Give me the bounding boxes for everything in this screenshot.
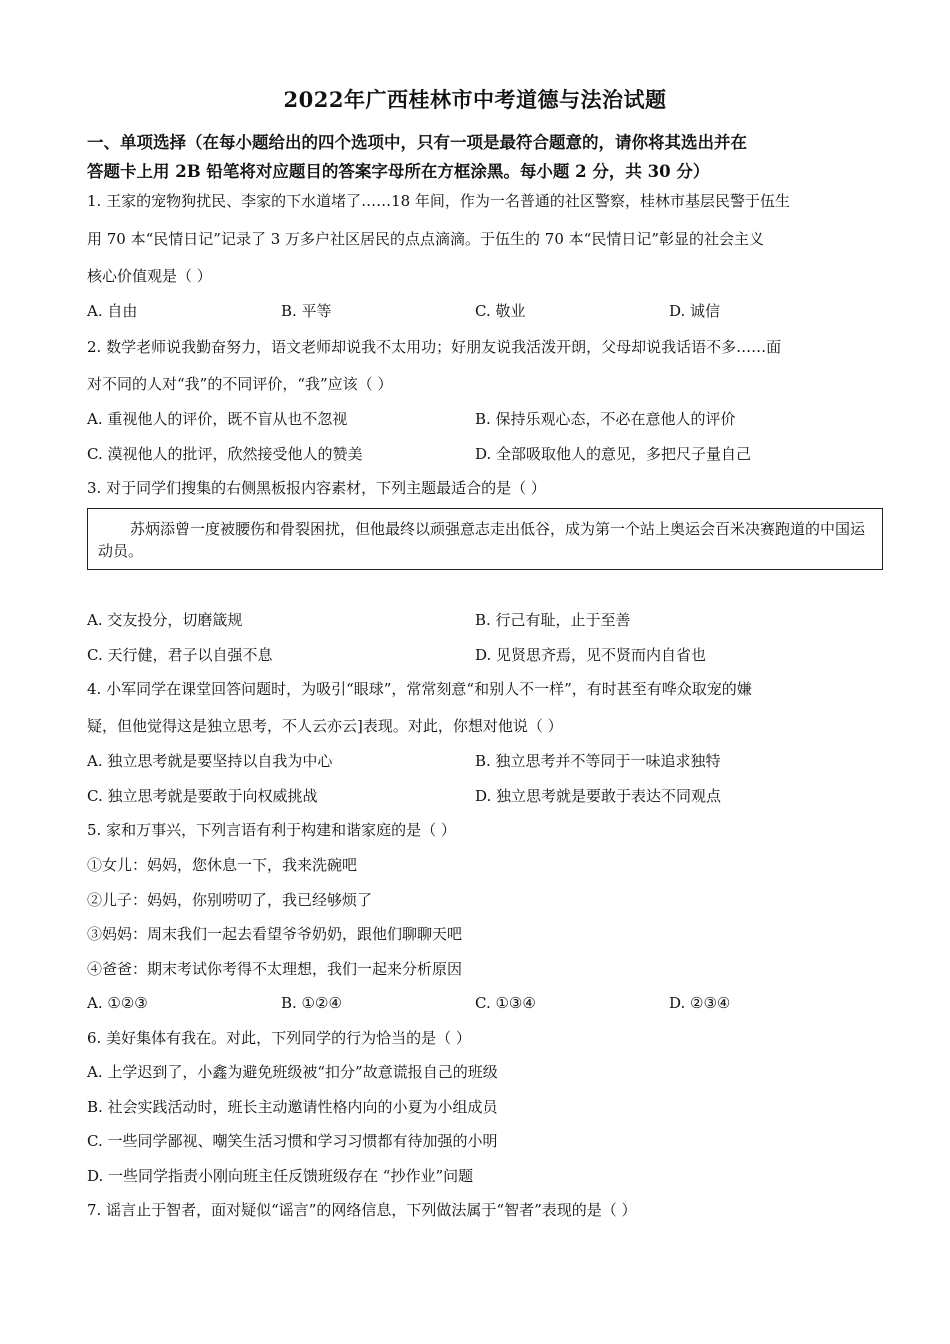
q5-statement-4: ④爸爸：期末考试你考得不太理想，我们一起来分析原因 <box>87 960 463 978</box>
q3-line-1: 3. 对于同学们搜集的右侧黑板报内容素材，下列主题最适合的是（ ） <box>87 479 546 497</box>
q1-line-3: 核心价值观是（ ） <box>87 267 212 285</box>
q4-option-a: A. 独立思考就是要坚持以自我为中心 <box>87 752 333 770</box>
q2-line-1: 2. 数学老师说我勤奋努力，语文老师却说我不太用功；好朋友说我活泼开朗，父母却说我话语不多……面 <box>87 338 782 356</box>
q3-option-d: D. 见贤思齐焉，见不贤而内自省也 <box>475 646 707 664</box>
q1-option-b: B. 平等 <box>281 302 332 320</box>
q4-line-2: 疑，但他觉得这是独立思考，不人云亦云]表现。对此，你想对他说（ ） <box>87 717 563 735</box>
q5-option-a: A. ①②③ <box>87 994 148 1012</box>
q1-option-d: D. 诚信 <box>669 302 721 320</box>
q4-option-d: D. 独立思考就是要敢于表达不同观点 <box>475 787 722 805</box>
q2-line-2: 对不同的人对“我”的不同评价，“我”应该（ ） <box>87 375 393 393</box>
q5-option-d: D. ②③④ <box>669 994 731 1012</box>
q7-line-1: 7. 谣言止于智者，面对疑似“谣言”的网络信息，下列做法属于“智者”表现的是（ ） <box>87 1201 637 1219</box>
q3-material-box <box>87 508 883 570</box>
q4-line-1: 4. 小军同学在课堂回答问题时，为吸引“眼球”，常常刻意“和别人不一样”，有时甚至有哗众取宠的嫌 <box>87 680 752 698</box>
section-heading-line-1: 一、单项选择（在每小题给出的四个选项中，只有一项是最符合题意的，请你将其选出并在 <box>87 133 747 152</box>
q1-option-c: C. 敬业 <box>475 302 526 320</box>
q2-option-a: A. 重视他人的评价，既不盲从也不忽视 <box>87 410 348 428</box>
q3-option-b: B. 行己有耻，止于至善 <box>475 611 631 629</box>
q2-option-c: C. 漠视他人的批评，欣然接受他人的赞美 <box>87 445 363 463</box>
q6-option-a: A. 上学迟到了，小鑫为避免班级被“扣分”故意谎报自己的班级 <box>87 1063 498 1081</box>
q4-option-b: B. 独立思考并不等同于一味追求独特 <box>475 752 721 770</box>
q6-line-1: 6. 美好集体有我在。对此，下列同学的行为恰当的是（ ） <box>87 1029 471 1047</box>
q1-line-1: 1. 王家的宠物狗扰民、李家的下水道堵了……18 年间，作为一名普通的社区警察，桂林市基层民警于伍生 <box>87 192 790 210</box>
q4-option-c: C. 独立思考就是要敢于向权威挑战 <box>87 787 318 805</box>
q3-material-text: 苏炳添曾一度被腰伤和骨裂困扰，但他最终以顽强意志走出低谷，成为第一个站上奥运会百米决赛跑道的中国运动员。 <box>98 520 866 560</box>
q5-statement-2: ②儿子：妈妈，你别唠叨了，我已经够烦了 <box>87 891 373 909</box>
q1-option-a: A. 自由 <box>87 302 138 320</box>
q5-statement-1: ①女儿：妈妈，您休息一下，我来洗碗吧 <box>87 856 358 874</box>
q5-statement-3: ③妈妈：周末我们一起去看望爷爷奶奶，跟他们聊聊天吧 <box>87 925 463 943</box>
q2-option-d: D. 全部吸取他人的意见，多把尺子量自己 <box>475 445 752 463</box>
section-heading-line-2: 答题卡上用 2B 铅笔将对应题目的答案字母所在方框涂黑。每小题 2 分，共 30 分） <box>87 162 710 181</box>
q6-option-b: B. 社会实践活动时，班长主动邀请性格内向的小夏为小组成员 <box>87 1098 498 1116</box>
page-title: 2022年广西桂林市中考道德与法治试题 <box>283 87 667 112</box>
q6-option-d: D. 一些同学指责小刚向班主任反馈班级存在 “抄作业”问题 <box>87 1167 474 1185</box>
section-heading <box>87 128 867 186</box>
q3-option-c: C. 天行健，君子以自强不息 <box>87 646 273 664</box>
q5-option-c: C. ①③④ <box>475 994 536 1012</box>
q3-option-a: A. 交友投分，切磨箴规 <box>87 611 243 629</box>
q5-line-1: 5. 家和万事兴，下列言语有利于构建和谐家庭的是（ ） <box>87 821 456 839</box>
q5-option-b: B. ①②④ <box>281 994 342 1012</box>
q1-line-2: 用 70 本“民情日记”记录了 3 万多户社区居民的点点滴滴。于伍生的 70 本“民情日记”彰显的社会主义 <box>87 230 765 248</box>
q6-option-c: C. 一些同学鄙视、嘲笑生活习惯和学习习惯都有待加强的小明 <box>87 1132 498 1150</box>
q2-option-b: B. 保持乐观心态，不必在意他人的评价 <box>475 410 736 428</box>
